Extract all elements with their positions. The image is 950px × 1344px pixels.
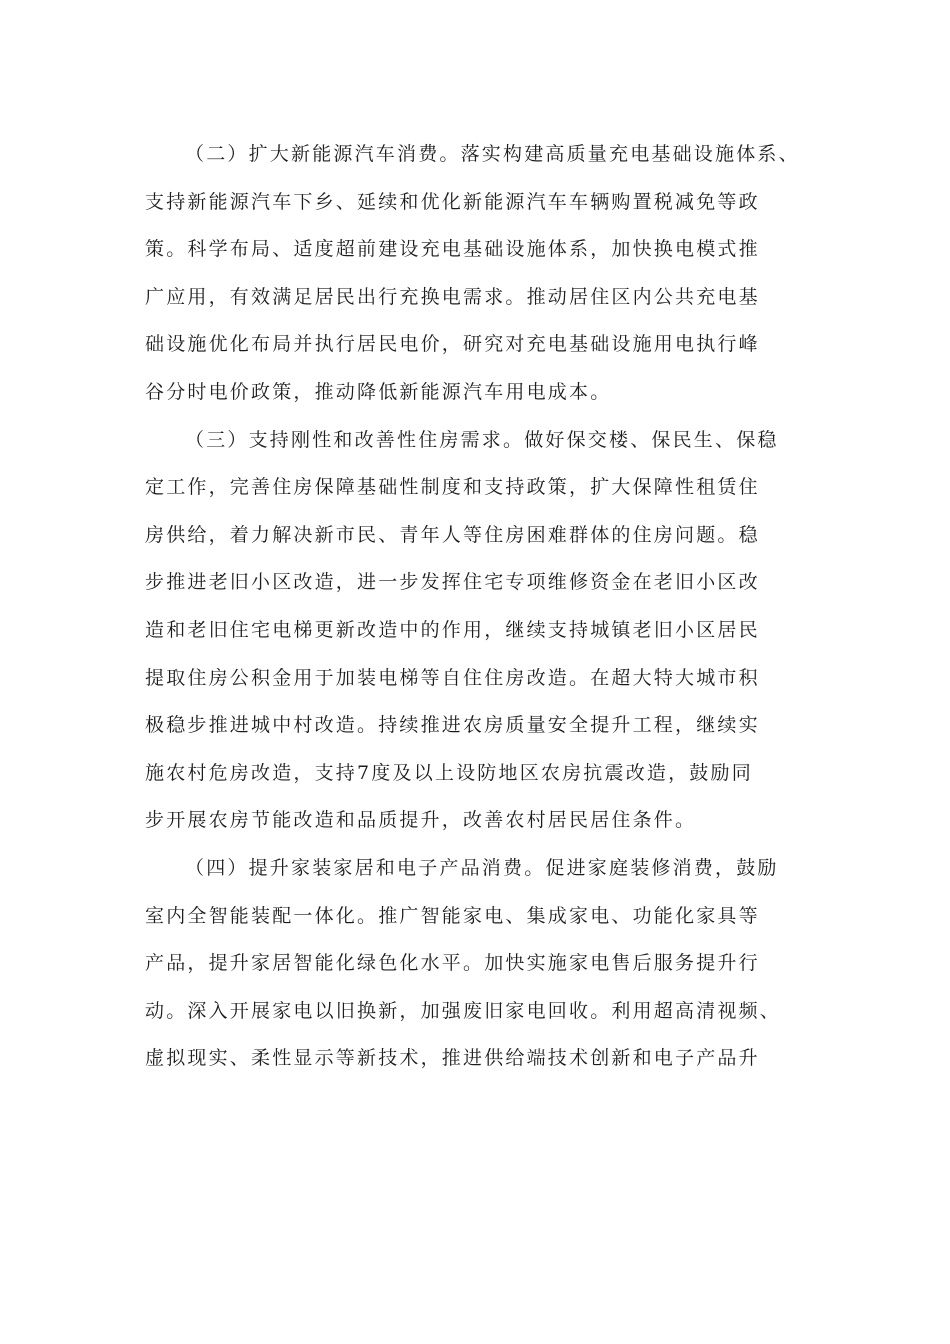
text-line: （二）扩大新能源汽车消费。落实构建高质量充电基础设施体系、 bbox=[185, 143, 800, 165]
text-line: 产品，提升家居智能化绿色化水平。加快实施家电售后服务提升行 bbox=[145, 952, 760, 975]
text-line: 造和老旧住宅电梯更新改造中的作用，继续支持城镇老旧小区居民 bbox=[145, 618, 760, 641]
text-line: 提取住房公积金用于加装电梯等自住住房改造。在超大特大城市积 bbox=[145, 666, 760, 689]
text-line: 广应用，有效满足居民出行充换电需求。推动居住区内公共充电基 bbox=[145, 285, 760, 308]
paragraph-housing-demand bbox=[145, 417, 807, 845]
paragraph-home-electronics bbox=[145, 845, 807, 1083]
text-line: 定工作，完善住房保障基础性制度和支持政策，扩大保障性租赁住 bbox=[145, 476, 760, 499]
text-line: 动。深入开展家电以旧换新，加强废旧家电回收。利用超高清视频、 bbox=[145, 999, 782, 1022]
text-line: 谷分时电价政策，推动降低新能源汽车用电成本。 bbox=[145, 380, 612, 403]
text-line: 策。科学布局、适度超前建设充电基础设施体系，加快换电模式推 bbox=[145, 238, 760, 261]
text-line: 支持新能源汽车下乡、延续和优化新能源汽车车辆购置税减免等政 bbox=[145, 190, 760, 213]
text-line: 步推进老旧小区改造，进一步发挥住宅专项维修资金在老旧小区改 bbox=[145, 571, 760, 594]
text-line: 虚拟现实、柔性显示等新技术，推进供给端技术创新和电子产品升 bbox=[145, 1047, 760, 1070]
paragraph-new-energy-vehicles bbox=[145, 131, 807, 417]
text-line: 极稳步推进城中村改造。持续推进农房质量安全提升工程，继续实 bbox=[145, 714, 760, 737]
text-line: 础设施优化布局并执行居民电价，研究对充电基础设施用电执行峰 bbox=[145, 333, 760, 356]
text-line: 室内全智能装配一体化。推广智能家电、集成家电、功能化家具等 bbox=[145, 904, 760, 927]
document-body bbox=[145, 131, 807, 1083]
text-line: 步开展农房节能改造和品质提升，改善农村居民居住条件。 bbox=[145, 809, 697, 832]
text-line: （四）提升家装家居和电子产品消费。促进家庭装修消费，鼓励 bbox=[185, 856, 779, 879]
text-line: 施农村危房改造，支持7度及以上设防地区农房抗震改造，鼓励同 bbox=[145, 761, 753, 784]
text-line: 房供给，着力解决新市民、青年人等住房困难群体的住房问题。稳 bbox=[145, 523, 760, 546]
text-line: （三）支持刚性和改善性住房需求。做好保交楼、保民生、保稳 bbox=[185, 428, 779, 451]
